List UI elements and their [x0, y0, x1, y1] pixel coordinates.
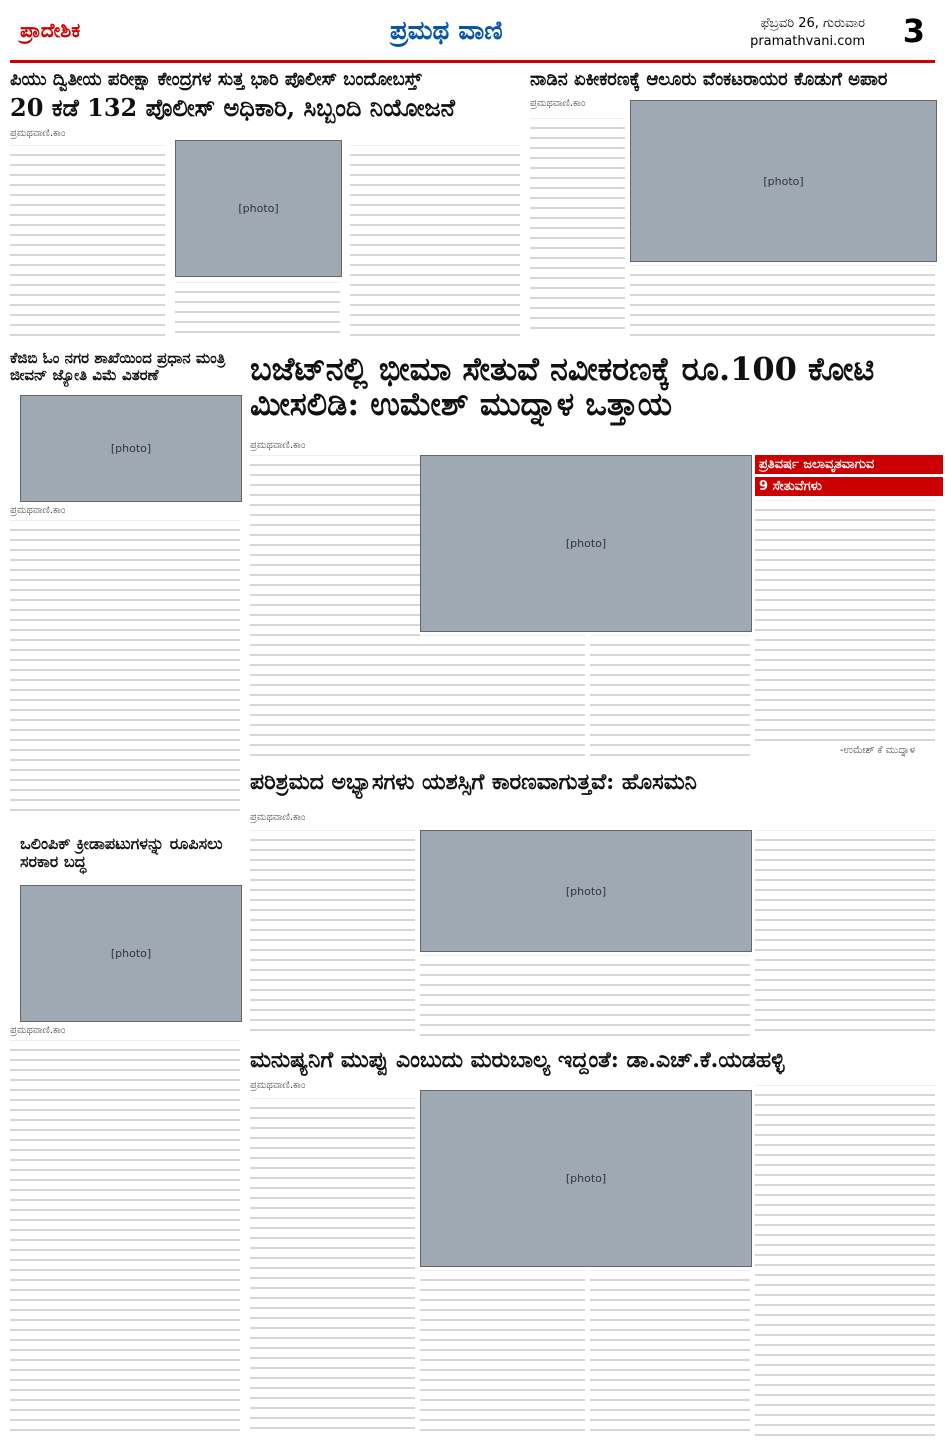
text-5a [250, 830, 415, 1036]
text-7d [755, 1085, 935, 1436]
text-4b [420, 635, 585, 756]
photo-sports: [photo] [20, 885, 242, 1022]
text-2b [630, 265, 935, 336]
url: pramathvani.com [750, 34, 865, 49]
section-label: ಪ್ರಾದೇಶಿಕ [20, 18, 81, 42]
text-1a [10, 145, 165, 336]
photo-bridge: [photo] [420, 455, 752, 632]
photo-bank: [photo] [20, 395, 242, 502]
page-number: 3 [902, 12, 925, 50]
text-2a [530, 118, 625, 334]
date: ಫೆಬ್ರವರಿ 26, ಗುರುವಾರ [760, 16, 865, 31]
text-5c [755, 830, 935, 1036]
photo-students: [photo] [420, 830, 752, 952]
byline-3: ಪ್ರಮಥವಾಣಿ.ಕಾಂ [10, 505, 66, 516]
text-3 [10, 520, 240, 816]
headline-4: ಬಜೆಟ್‌ನಲ್ಲಿ ಭೀಮಾ ಸೇತುವೆ ನವೀಕರಣಕ್ಕೆ ರೂ.100 ಕೋಟಿ ಮೀಸಲಿಡಿ: ಉಮೇಶ್ ಮುದ್ನಾಳ ಒತ್ತಾಯ [250, 350, 875, 424]
sidebar-subtitle: 9 ಸೇತುವೆಗಳು [755, 477, 943, 496]
brand: ಪ್ರಮಥ ವಾಣಿ [390, 16, 503, 46]
text-7c [590, 1270, 750, 1436]
photo-police: [photo] [175, 140, 342, 277]
text-1c [175, 282, 340, 338]
headline-1: ಪಿಯು ದ್ವಿತೀಯ ಪರೀಕ್ಷಾ ಕೇಂದ್ರಗಳ ಸುತ್ತ ಭಾರಿ ಪೊಲೀಸ್ ಬಂದೋಬಸ್ತ್ [10, 69, 422, 90]
text-7a [250, 1098, 415, 1434]
text-1b [350, 145, 520, 336]
masthead [10, 10, 935, 63]
photo-speaker: [photo] [420, 1090, 752, 1267]
text-4c [590, 635, 750, 756]
sidebar-signoff: -ಉಮೇಶ್ ಕೆ ಮುದ್ನಾಳ [840, 745, 916, 756]
subheadline-1: 20 ಕಡೆ 132 ಪೊಲೀಸ್ ಅಧಿಕಾರಿ, ಸಿಬ್ಬಂದಿ ನಿಯೋಜನೆ [10, 93, 455, 122]
byline-2: ಪ್ರಮಥವಾಣಿ.ಕಾಂ [530, 98, 586, 109]
byline-6: ಪ್ರಮಥವಾಣಿ.ಕಾಂ [10, 1025, 66, 1036]
headline-6: ಒಲಿಂಪಿಕ್ ಕ್ರೀಡಾಪಟುಗಳನ್ನು ರೂಪಿಸಲು ಸರಕಾರ ಬದ್ಧ [20, 834, 223, 871]
text-6 [10, 1040, 240, 1431]
byline-4: ಪ್ರಮಥವಾಣಿ.ಕಾಂ [250, 440, 306, 451]
headline-5: ಪರಿಶ್ರಮದ ಅಭ್ಯಾಸಗಳು ಯಶಸ್ಸಿಗೆ ಕಾರಣವಾಗುತ್ತವೆ: ಹೊಸಮನಿ [250, 769, 697, 795]
headline-3: ಕೆಜಿಬಿ ಓಂ ನಗರ ಶಾಖೆಯಿಂದ ಪ್ರಧಾನ ಮಂತ್ರಿ ಜೀವನ್ ಜ್ಯೋತಿ ವಿಮೆ ವಿತರಣೆ [10, 349, 226, 384]
text-5b [420, 955, 750, 1036]
byline-5: ಪ್ರಮಥವಾಣಿ.ಕಾಂ [250, 812, 306, 823]
photo-group-2: [photo] [630, 100, 937, 262]
sidebar-title: ಪ್ರತಿವರ್ಷ ಜಲಾವೃತವಾಗುವ [755, 455, 943, 474]
text-7b [420, 1270, 585, 1436]
headline-7: ಮನುಷ್ಯನಿಗೆ ಮುಪ್ಪು ಎಂಬುದು ಮರುಬಾಲ್ಯ ಇದ್ದಂತೆ: ಡಾ.ಎಚ್.ಕೆ.ಯಡಹಳ್ಳಿ [250, 1047, 785, 1073]
sidebar-text [755, 500, 935, 741]
text-4a [250, 455, 420, 756]
byline-1: ಪ್ರಮಥವಾಣಿ.ಕಾಂ [10, 128, 66, 139]
headline-2: ನಾಡಿನ ಏಕೀಕರಣಕ್ಕೆ ಆಲೂರು ವೆಂಕಟರಾಯರ ಕೊಡುಗೆ ಅಪಾರ [530, 69, 888, 90]
byline-7: ಪ್ರಮಥವಾಣಿ.ಕಾಂ [250, 1080, 306, 1091]
